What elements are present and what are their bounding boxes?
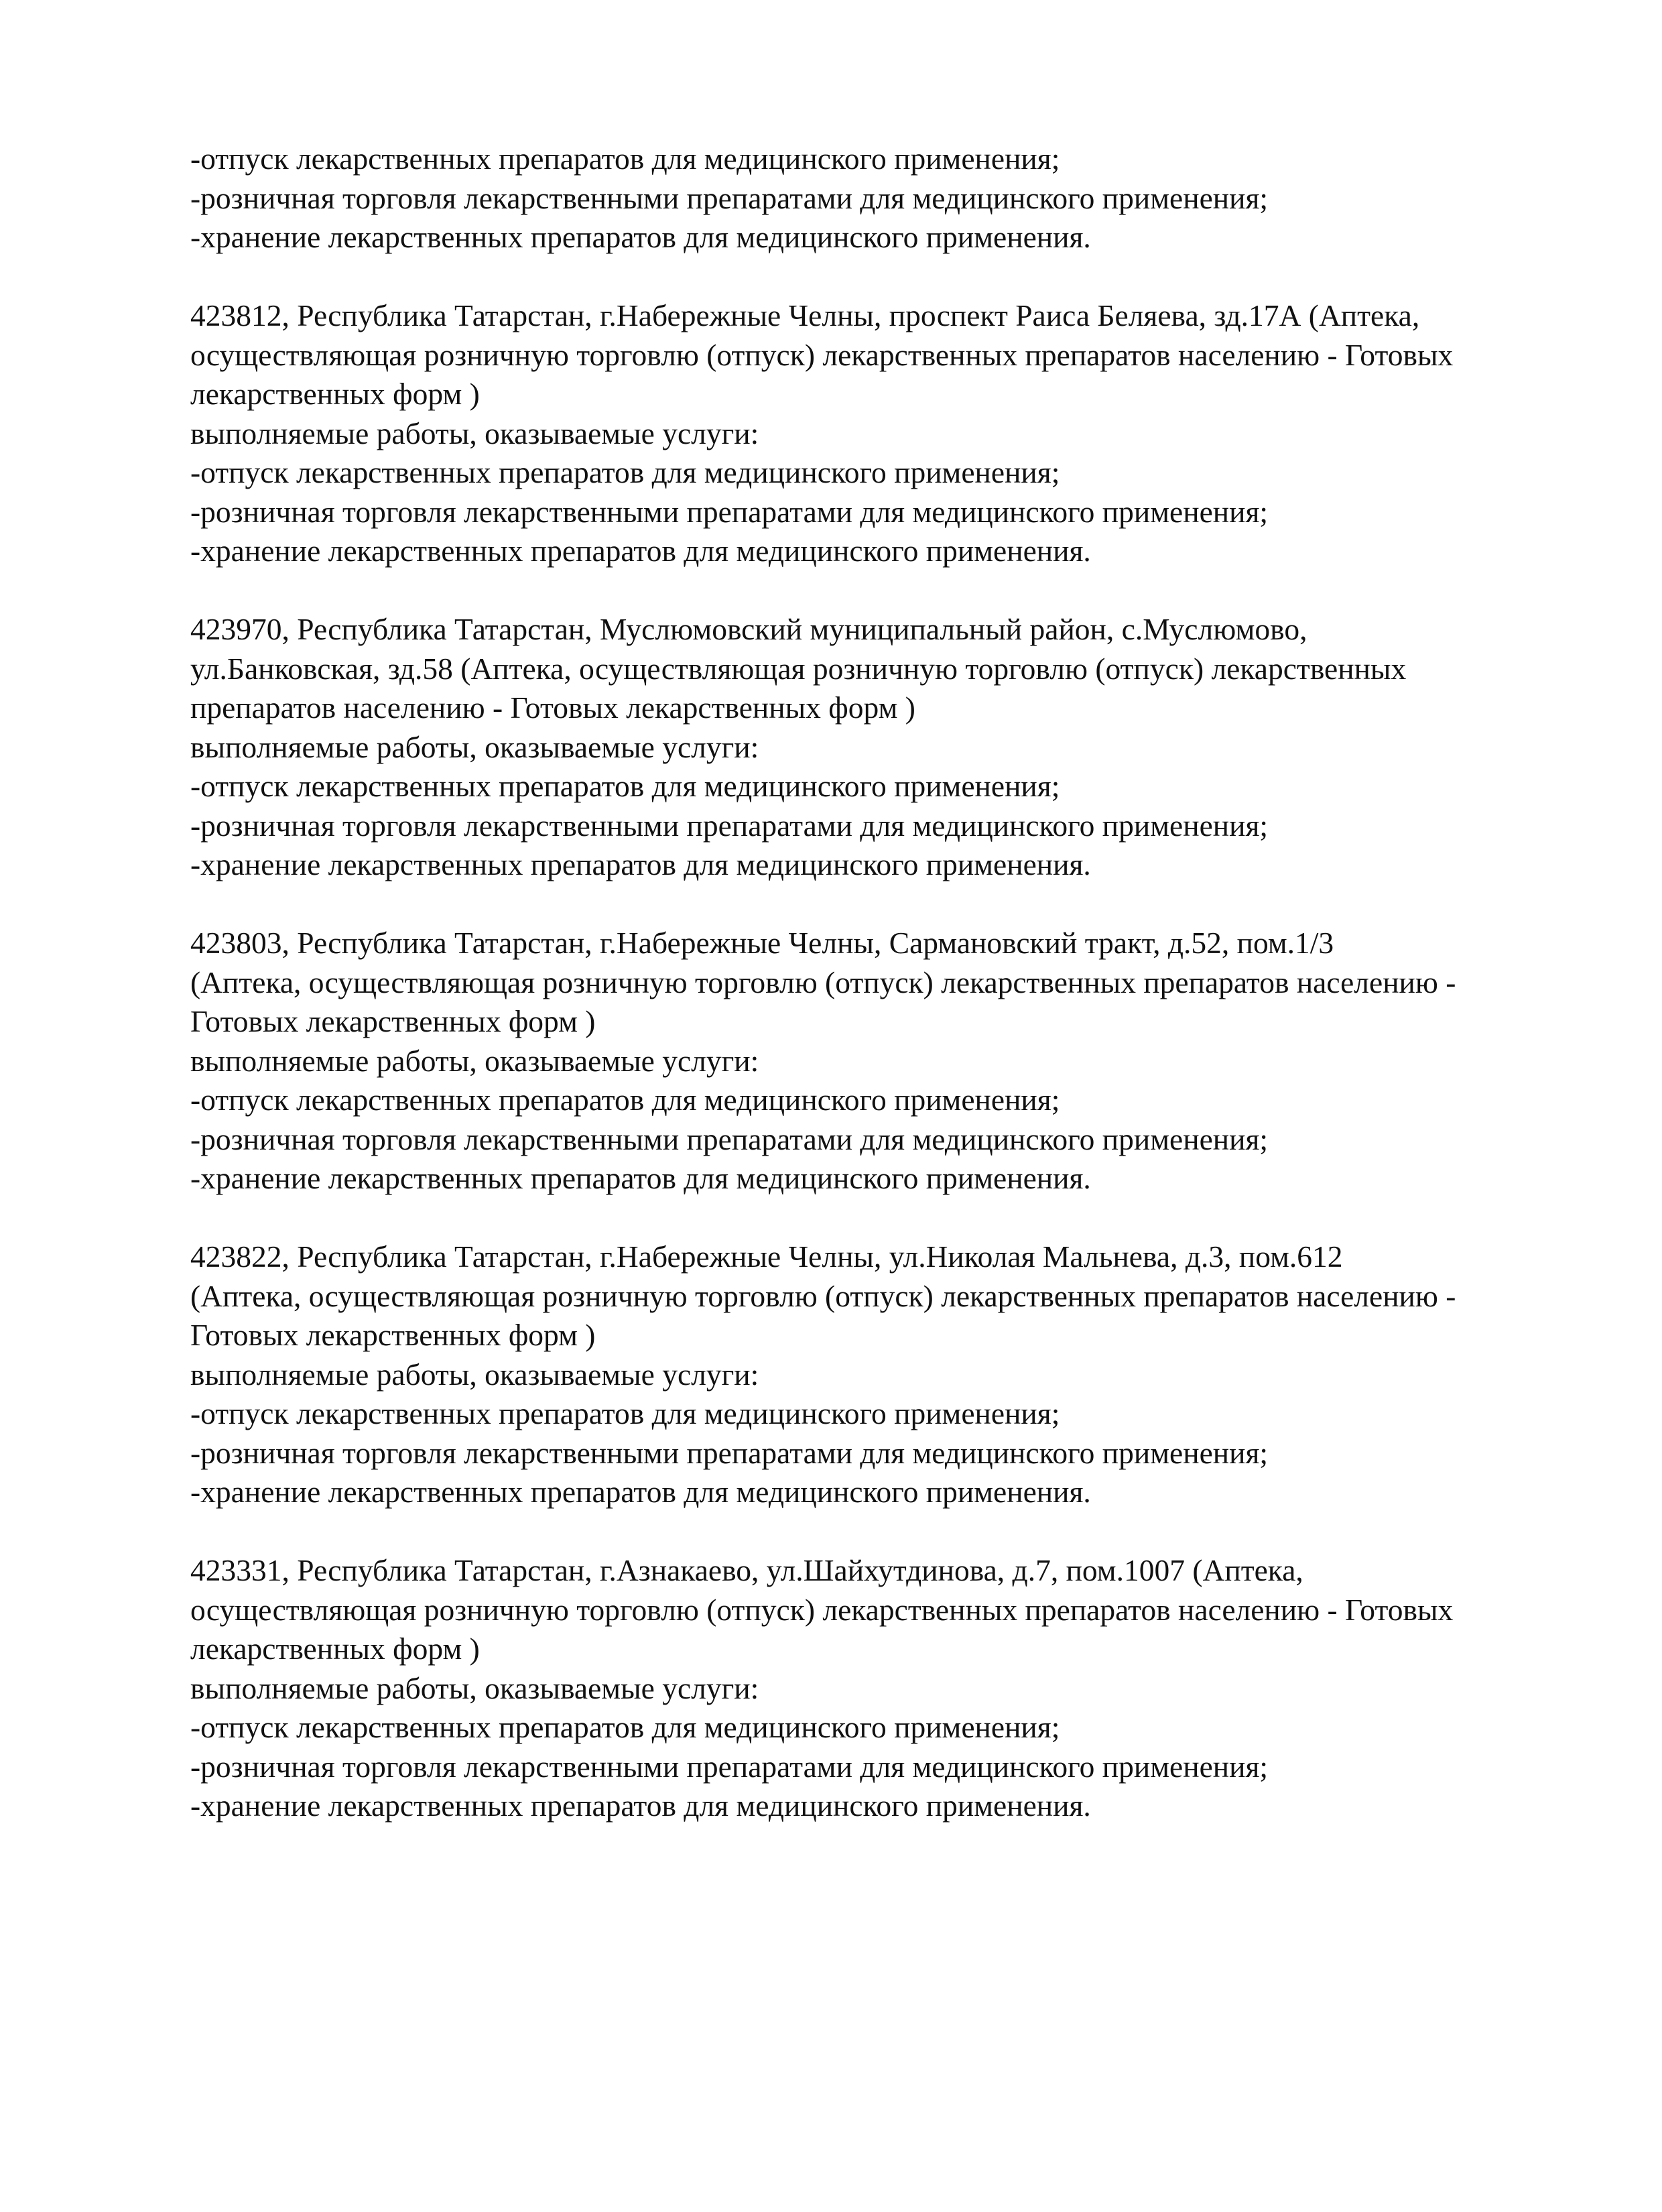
- works-heading: выполняемые работы, оказываемые услуги:: [190, 1043, 759, 1078]
- address-line: Готовых лекарственных форм ): [190, 1004, 596, 1038]
- service-line: -отпуск лекарственных препаратов для медицинского применения;: [190, 769, 1060, 803]
- pharmacy-entry: [190, 610, 1571, 885]
- service-line: -хранение лекарственных препаратов для медицинского применения.: [190, 534, 1091, 568]
- intro-services: [190, 139, 1571, 257]
- service-line: -хранение лекарственных препаратов для медицинского применения.: [190, 1161, 1091, 1195]
- address-line: лекарственных форм ): [190, 1632, 480, 1666]
- service-line: -розничная торговля лекарственными препаратами для медицинского применения;: [190, 180, 1269, 215]
- works-heading: выполняемые работы, оказываемые услуги:: [190, 1357, 759, 1392]
- address-line: ул.Банковская, зд.58 (Аптека, осуществляющая розничную торговлю (отпуск) лекарственных: [190, 651, 1407, 686]
- service-line: -отпуск лекарственных препаратов для медицинского применения;: [190, 455, 1060, 489]
- pharmacy-entry: [190, 296, 1571, 571]
- service-line: -розничная торговля лекарственными препаратами для медицинского применения;: [190, 1435, 1269, 1470]
- pharmacy-entry: [190, 1551, 1571, 1826]
- address-line: Готовых лекарственных форм ): [190, 1318, 596, 1352]
- service-line: -отпуск лекарственных препаратов для медицинского применения;: [190, 1396, 1060, 1430]
- service-line: -хранение лекарственных препаратов для медицинского применения.: [190, 1788, 1091, 1823]
- works-heading: выполняемые работы, оказываемые услуги:: [190, 416, 759, 450]
- service-line: -хранение лекарственных препаратов для медицинского применения.: [190, 847, 1091, 881]
- pharmacy-entry: [190, 924, 1571, 1199]
- address-line: (Аптека, осуществляющая розничную торговлю (отпуск) лекарственных препаратов населению -: [190, 965, 1456, 999]
- works-heading: выполняемые работы, оказываемые услуги:: [190, 729, 759, 764]
- address-line: (Аптека, осуществляющая розничную торговлю (отпуск) лекарственных препаратов населению -: [190, 1278, 1456, 1313]
- service-line: -розничная торговля лекарственными препаратами для медицинского применения;: [190, 1121, 1269, 1156]
- address-line: осуществляющая розничную торговлю (отпуск) лекарственных препаратов населению - Готовых: [190, 1592, 1454, 1627]
- service-line: -розничная торговля лекарственными препаратами для медицинского применения;: [190, 494, 1269, 529]
- address-line: 423812, Республика Татарстан, г.Набережные Челны, проспект Раиса Беляева, зд.17А (Аптека,: [190, 298, 1420, 332]
- document-page: [190, 139, 1571, 1826]
- address-line: 423331, Республика Татарстан, г.Азнакаево, ул.Шайхутдинова, д.7, пом.1007 (Аптека,: [190, 1553, 1303, 1587]
- service-line: -хранение лекарственных препаратов для медицинского применения.: [190, 1475, 1091, 1509]
- address-line: лекарственных форм ): [190, 377, 480, 411]
- works-heading: выполняемые работы, оказываемые услуги:: [190, 1670, 759, 1705]
- address-line: препаратов населению - Готовых лекарственных форм ): [190, 690, 915, 725]
- pharmacy-entry: [190, 1237, 1571, 1512]
- address-line: 423803, Республика Татарстан, г.Набережные Челны, Сармановский тракт, д.52, пом.1/3: [190, 926, 1334, 960]
- service-line: -хранение лекарственных препаратов для медицинского применения.: [190, 220, 1091, 254]
- service-line: -отпуск лекарственных препаратов для медицинского применения;: [190, 141, 1060, 176]
- service-line: -розничная торговля лекарственными препаратами для медицинского применения;: [190, 808, 1269, 843]
- address-line: осуществляющая розничную торговлю (отпуск) лекарственных препаратов населению - Готовых: [190, 337, 1454, 372]
- address-line: 423970, Республика Татарстан, Муслюмовский муниципальный район, с.Муслюмово,: [190, 612, 1307, 646]
- address-line: 423822, Республика Татарстан, г.Набережные Челны, ул.Николая Мальнева, д.3, пом.612: [190, 1239, 1343, 1274]
- service-line: -розничная торговля лекарственными препаратами для медицинского применения;: [190, 1749, 1269, 1784]
- service-line: -отпуск лекарственных препаратов для медицинского применения;: [190, 1710, 1060, 1744]
- service-line: -отпуск лекарственных препаратов для медицинского применения;: [190, 1083, 1060, 1117]
